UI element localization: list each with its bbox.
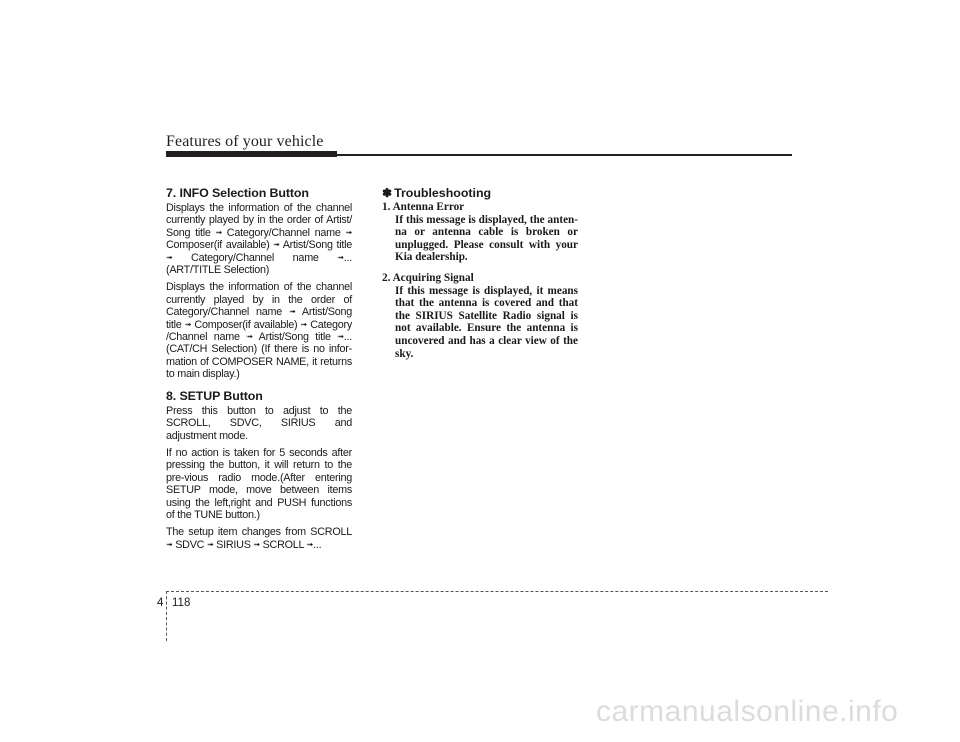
footer-vertical-rule bbox=[166, 591, 167, 641]
arrow-icon: ➟ bbox=[166, 539, 173, 549]
right-column bbox=[382, 186, 578, 368]
watermark-text: carmanualsonline.info bbox=[596, 695, 899, 728]
arrow-icon: ➟ bbox=[345, 227, 352, 237]
chapter-number: 4 bbox=[157, 597, 164, 609]
page-header-title: Features of your vehicle bbox=[166, 133, 324, 150]
info-paragraph-2: Displays the information of the channel currently played by in the order of Category/Channel name ➟ Artist/Song title ➟ Composer(if available) ➟ Category /Channel name ➟ Artist/Song title ➟... (CAT/CH Selection) (If there is no infor-mation of COMPOSER NAME, it returns to main display.) bbox=[166, 281, 353, 381]
asterisk-icon: ✽ bbox=[382, 186, 393, 200]
arrow-icon: ➟ bbox=[337, 332, 344, 342]
setup-paragraph-2: If no action is taken for 5 seconds after pressing the button, it will return to the pre-vious radio mode.(After entering SETUP mode, move between items using the left,right and PUSH functions of the TUNE button.) bbox=[166, 446, 352, 521]
header-rule-thin bbox=[337, 154, 792, 156]
arrow-icon: ➟ bbox=[246, 332, 253, 342]
arrow-icon: ➟ bbox=[206, 539, 214, 549]
arrow-icon: ➟ bbox=[166, 252, 173, 262]
header-rule-thick bbox=[166, 151, 337, 157]
info-paragraph-1: Displays the information of the channel currently played by in the order of Artist/ Song title ➟ Category/Channel name ➟ Composer(if available) ➟ Artist/Song title ➟ Category/Channel name ➟... (ART/TITLE Selection) bbox=[166, 202, 353, 277]
page-number: 118 bbox=[172, 597, 191, 609]
trouble-item-head: 2. Acquiring Signal bbox=[382, 271, 474, 284]
setup-section-title: 8. SETUP Button bbox=[166, 388, 263, 403]
troubleshooting-title: ✽ Troubleshooting bbox=[382, 186, 492, 200]
arrow-icon: ➟ bbox=[215, 227, 222, 237]
info-section-title: 7. INFO Selection Button bbox=[166, 186, 309, 200]
footer-dashed-rule bbox=[166, 591, 828, 592]
arrow-icon: ➟ bbox=[253, 539, 260, 549]
arrow-icon: ➟ bbox=[289, 307, 296, 317]
arrow-icon: ➟ bbox=[184, 319, 192, 329]
arrow-icon: ➟ bbox=[337, 252, 344, 262]
left-column bbox=[166, 186, 352, 556]
trouble-item-head: 1. Antenna Error bbox=[382, 201, 465, 213]
arrow-icon: ➟ bbox=[300, 319, 307, 329]
trouble-item-body: If this message is displayed, the anten-na or antenna cable is broken or unplugged. Please consult with your Kia dealership. bbox=[395, 213, 578, 264]
setup-paragraph-3: The setup item changes from SCROLL ➟ SDVC ➟ SIRIUS ➟ SCROLL ➟... bbox=[166, 526, 352, 551]
arrow-icon: ➟ bbox=[306, 539, 314, 549]
setup-paragraph-1: Press this button to adjust to the SCROLL, SDVC, SIRIUS and adjustment mode. bbox=[166, 404, 352, 442]
trouble-item-body: If this message is displayed, it means that the antenna is covered and that the SIRIUS Satellite Radio signal is not available. Ensure the antenna is uncovered and has a clear view of the sky. bbox=[395, 284, 578, 360]
arrow-icon: ➟ bbox=[273, 240, 280, 250]
